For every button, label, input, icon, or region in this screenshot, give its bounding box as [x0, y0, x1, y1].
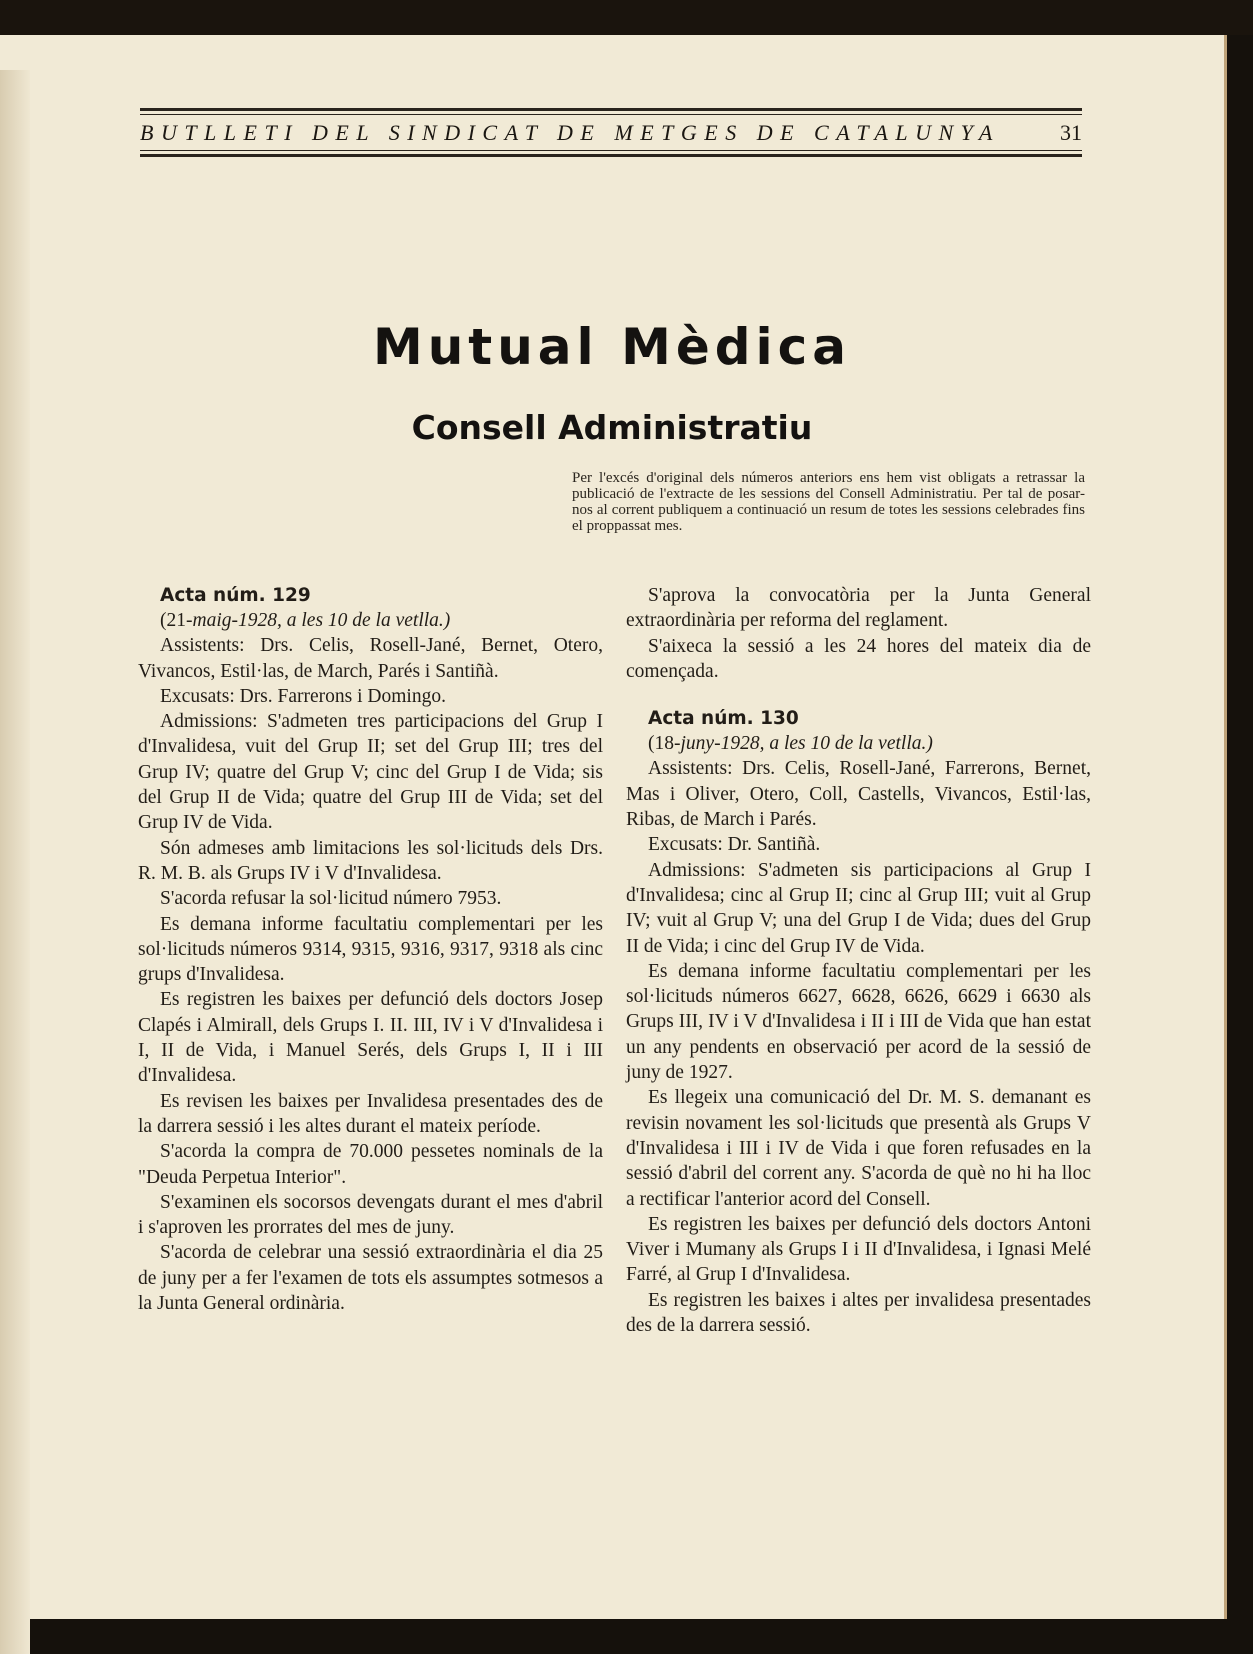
paragraph: Es demana informe facultatiu complementari per les sol·licituds números 6627, 6628, 6626, 6629 i 6630 als Grups III, IV i V d'Invalidesa i II i III de Vida que han estat un any pendents en observació per acord de la sessió de juny de 1927. — [626, 960, 1091, 1084]
page-spine-shadow — [0, 70, 30, 1654]
paragraph: Es llegeix una comunicació del Dr. M. S. demanant es revisin novament les sol·licituds que presentà als Grups V d'Invalidesa i III i IV de Vida i que foren refusades en la sessió d'abril del corrent any. S'acorda de què no hi ha lloc a rectificar l'anterior acord del Consell. — [626, 1087, 1091, 1210]
paragraph: Excusats: Dr. Santiñà. — [648, 834, 821, 856]
section-gap — [626, 684, 1091, 706]
acta-heading: Acta núm. 130 — [648, 708, 799, 730]
paragraph: S'acorda la compra de 70.000 pessetes nominals de la "Deuda Perpetua Interior". — [138, 1141, 603, 1188]
acta-date: (21-maig-1928, a les 10 de la vetlla.) — [160, 610, 451, 631]
page-number: 31 — [1060, 120, 1082, 145]
paragraph: Es registren les baixes per defunció dels doctors Josep Clapés i Almirall, dels Grups I. II. III, IV i V d'Invalidesa i I, II de Vida, i Manuel Serés, dels Grups I, II i III d'Invalidesa. — [138, 989, 603, 1087]
running-title: BUTLLETI DEL SINDICAT DE METGES DE CATALUNYA — [140, 120, 1000, 145]
running-header — [140, 120, 1082, 146]
acta-heading: Acta núm. 129 — [160, 585, 311, 606]
header-rule-bottom — [140, 154, 1082, 157]
paragraph: Admissions: S'admeten tres participacions del Grup I d'Invalidesa, vuit del Grup II; set del Grup III; tres del Grup IV; quatre del Grup V; cinc del Grup I de Vida; sis del Grup II de Vida; quatre del Grup III de Vida; set del Grup IV de Vida. — [138, 711, 603, 834]
right-column — [626, 583, 1091, 1338]
left-column — [138, 583, 603, 1316]
paragraph: S'acorda refusar la sol·licitud número 7953. — [160, 888, 502, 910]
paragraph: S'aixeca la sessió a les 24 hores del mateix dia de començada. — [626, 635, 1091, 682]
paragraph: Es revisen les baixes per Invalidesa presentades des de la darrera sessió i les altes durant el mateix període. — [138, 1090, 603, 1137]
header-rule-top-thin — [140, 114, 1082, 115]
paragraph: Es demana informe facultatiu complementari per les sol·licituds números 9314, 9315, 9316, 9317, 9318 als cinc grups d'Invalidesa. — [138, 913, 603, 986]
paragraph: Admissions: S'admeten sis participacions al Grup I d'Invalidesa; cinc al Grup II; cinc al Grup III; vuit al Grup IV; vuit al Grup V; una del Grup I de Vida; dues del Grup II de Vida; i cinc del Grup IV de Vida. — [626, 859, 1091, 957]
paragraph: S'aprova la convocatòria per la Junta General extraordinària per reforma del reglament. — [626, 585, 1091, 632]
intro-paragraph: Per l'excés d'original dels números anteriors ens hem vist obligats a retrassar la publicació de l'extracte de les sessions del Consell Administratiu. Per tal de posar-nos al corrent publiquem a continuació un resum de totes les sessions celebrades fins el proppassat mes. — [572, 470, 1085, 534]
header-rule-bottom-thin — [140, 150, 1082, 151]
paragraph: Són admeses amb limitacions les sol·licituds dels Drs. R. M. B. als Grups IV i V d'Invalidesa. — [138, 837, 603, 884]
acta-date: (18-juny-1928, a les 10 de la vetlla.) — [648, 733, 933, 755]
header-rule-top — [140, 108, 1082, 111]
page-subtitle: Consell Administratiu — [411, 408, 813, 447]
paragraph: Assistents: Drs. Celis, Rosell-Jané, Farrerons, Bernet, Mas i Oliver, Otero, Coll, Castells, Vivancos, Estil·las, Ribas, de March i Parés. — [626, 758, 1091, 831]
paragraph: S'acorda de celebrar una sessió extraordinària el dia 25 de juny per a fer l'examen de tots els assumptes sotmesos a la Junta General ordinària. — [138, 1242, 603, 1315]
scan-border-top — [0, 0, 1253, 35]
paragraph: Es registren les baixes i altes per invalidesa presentades des de la darrera sessió. — [626, 1289, 1091, 1337]
paragraph: Assistents: Drs. Celis, Rosell-Jané, Bernet, Otero, Vivancos, Estil·las, de March, Parés i Santiñà. — [138, 635, 603, 682]
paragraph: S'examinen els socorsos devengats durant el mes d'abril i s'aproven les prorrates del mes de juny. — [138, 1191, 603, 1239]
page-title: Mutual Mèdica — [372, 318, 852, 376]
paragraph: Excusats: Drs. Farrerons i Domingo. — [160, 685, 446, 707]
paragraph: Es registren les baixes per defunció dels doctors Antoni Viver i Mumany als Grups I i II d'Invalidesa, i Ignasi Melé Farré, al Grup I d'Invalidesa. — [626, 1213, 1091, 1286]
